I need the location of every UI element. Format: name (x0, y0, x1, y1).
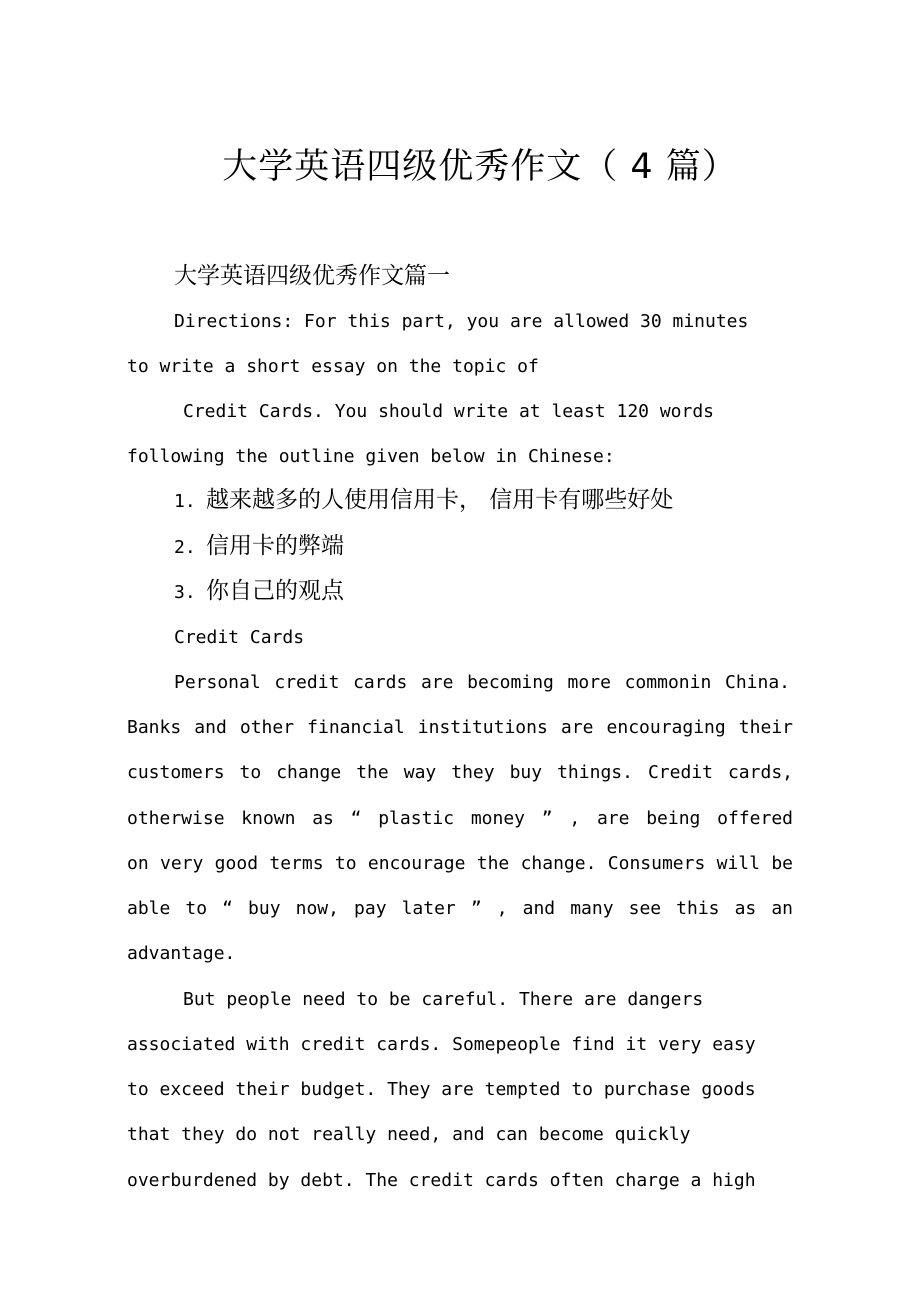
paragraph-line: able to “ buy now, pay later ” , and many see this as an (127, 898, 793, 919)
paragraph-line: that they do not really need, and can become quickly (127, 1124, 691, 1145)
paragraph-line: Banks and other financial institutions are encouraging their (127, 717, 793, 738)
paragraph-line: Personal credit cards are becoming more commonin China. (174, 672, 790, 693)
section-heading: 大学英语四级优秀作文篇一 (174, 263, 450, 289)
outline-number: 1. (174, 491, 196, 512)
document-title: 大学英语四级优秀作文（ 4 篇） (222, 147, 738, 187)
paragraph-line: overburdened by debt. The credit cards often charge a high (127, 1170, 756, 1191)
directions-line: Credit Cards. You should write at least 120 words (183, 401, 715, 422)
outline-number: 3. (174, 582, 196, 603)
paragraph-line: customers to change the way they buy things. Credit cards, (127, 762, 793, 783)
outline-text: 信用卡的弊端 (206, 533, 344, 559)
directions-line: following the outline given below in Chinese: (127, 446, 615, 467)
paragraph-line: on very good terms to encourage the change. Consumers will be (127, 853, 793, 874)
outline-item (174, 528, 344, 564)
paragraph-line: But people need to be careful. There are dangers (183, 989, 704, 1010)
paragraph-line: otherwise known as “ plastic money ” , are being offered (127, 808, 793, 829)
outline-number: 2. (174, 537, 196, 558)
outline-item (174, 573, 344, 609)
outline-item (174, 482, 673, 518)
directions-line: to write a short essay on the topic of (127, 356, 539, 377)
paragraph-line: associated with credit cards. Somepeople find it very easy (127, 1034, 756, 1055)
directions-line: Directions: For this part, you are allowed 30 minutes (174, 311, 749, 332)
outline-text: 你自己的观点 (206, 578, 344, 604)
paragraph-line: advantage. (127, 943, 236, 964)
paragraph-line: to exceed their budget. They are tempted to purchase goods (127, 1079, 756, 1100)
essay-title: Credit Cards (174, 627, 305, 648)
outline-text: 越来越多的人使用信用卡， 信用卡有哪些好处 (206, 487, 674, 513)
